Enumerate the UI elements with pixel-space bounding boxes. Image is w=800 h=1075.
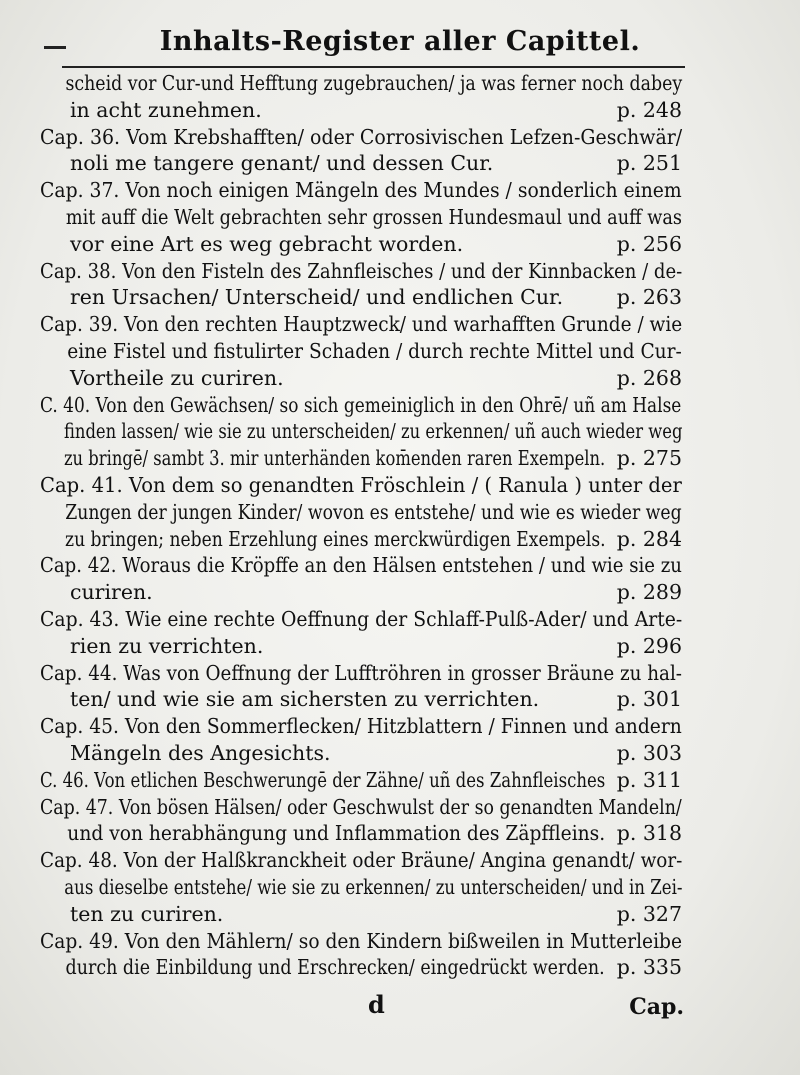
catchword: Cap. [629, 994, 684, 1020]
toc-line-text: Cap. 44. Was von Oeffnung der Lufftröhren in grosser Bräune zu hal- [40, 660, 682, 685]
toc-entry [40, 794, 682, 848]
toc-line [40, 97, 682, 124]
toc-line [40, 874, 682, 901]
toc-line [40, 177, 682, 204]
toc-line-text: vor eine Art es weg gebracht worden. [70, 231, 464, 256]
toc-entry [40, 767, 682, 794]
toc-line [40, 606, 682, 633]
toc-line-text: aus dieselbe entstehe/ wie sie zu erkennen/ zu unterscheiden/ und in Zei- [64, 874, 683, 899]
toc-line [40, 445, 682, 472]
toc-line-text: C. 46. Von etlichen Beschwerungē der Zähne/ uñ des Zahnfleisches [40, 767, 606, 792]
toc-line [40, 70, 682, 97]
toc-line-text: Cap. 39. Von den rechten Hauptzweck/ und warhafften Grunde / wie [40, 312, 683, 337]
toc-page-number: p. 256 [616, 231, 682, 256]
toc-line-text: curiren. [70, 580, 153, 605]
toc-line [40, 231, 682, 258]
toc-line-text: rien zu verrichten. [70, 633, 264, 658]
toc-line [40, 526, 682, 553]
toc-entry [40, 392, 682, 472]
toc-line [40, 150, 682, 177]
toc-line [40, 499, 682, 526]
toc-page-number: p. 335 [616, 955, 682, 980]
toc-line [40, 928, 682, 955]
toc-line-text: Cap. 45. Von den Sommerflecken/ Hitzblattern / Finnen und andern [40, 714, 682, 739]
toc-line-text: durch die Einbildung und Erschrecken/ eingedrückt werden. [65, 955, 605, 980]
toc-page-number: p. 301 [616, 687, 682, 712]
toc-page-number: p. 275 [616, 446, 682, 471]
toc-page-number: p. 303 [616, 740, 682, 765]
toc-line-text: zu bringē/ sambt 3. mir unterhänden kom̄enden raren Exempeln. [63, 446, 606, 471]
toc-line-text: ren Ursachen/ Unterscheid/ und endlichen Cur. [70, 285, 564, 310]
toc-page-number: p. 327 [616, 901, 682, 926]
toc-line [40, 954, 682, 981]
toc-entry [40, 552, 682, 606]
toc-line-text: mit auff die Welt gebrachten sehr grossen Hundesmaul und auff was [65, 204, 682, 229]
toc-line [40, 847, 682, 874]
toc-line-text: Cap. 42. Woraus die Kröpffe an den Hälsen entstehen / und wie sie zu [40, 553, 682, 578]
toc-line-text: Cap. 49. Von den Mählern/ so den Kindern bißweilen in Mutterleibe [40, 928, 682, 953]
toc-line [40, 204, 682, 231]
toc-line-text: zu bringen; neben Erzehlung eines merckwürdigen Exempels. [65, 526, 606, 551]
page-header: Inhalts-Register aller Capittel. [159, 26, 641, 57]
toc-line-text: und von herabhängung und Inflammation des Zäpffleins. [67, 821, 606, 846]
toc-entry [40, 311, 682, 391]
toc-line-text: Cap. 36. Vom Krebshafften/ oder Corrosivischen Lefzen-Geschwär/ [40, 124, 683, 149]
toc-line [40, 820, 682, 847]
toc-line [40, 794, 682, 821]
toc-line [40, 740, 682, 767]
toc-entry [40, 258, 682, 312]
toc-page-number: p. 248 [616, 97, 682, 122]
toc-line-text: Cap. 38. Von den Fisteln des Zahnfleisches / und der Kinnbacken / de- [40, 258, 683, 283]
toc-page-number: p. 318 [616, 821, 682, 846]
toc-entry [40, 124, 682, 178]
toc-page-number: p. 289 [616, 580, 682, 605]
toc-entry [40, 472, 682, 552]
toc-line-text: eine Fistel und fistulirter Schaden / durch rechte Mittel und Cur- [67, 338, 682, 363]
toc-entry [40, 660, 682, 714]
toc-page-number: p. 251 [616, 151, 682, 176]
toc-entry [40, 70, 682, 124]
toc-line-text: C. 40. Von den Gewächsen/ so sich gemeiniglich in den Ohrē/ uñ am Halse [40, 392, 682, 417]
toc-entry [40, 713, 682, 767]
toc-line [40, 767, 682, 794]
toc-line-text: ten/ und wie sie am sichersten zu verrichten. [70, 687, 540, 712]
toc-line-text: noli me tangere genant/ und dessen Cur. [70, 151, 494, 176]
toc-entry [40, 847, 682, 927]
toc-line-text: Cap. 47. Von bösen Hälsen/ oder Geschwulst der so genandten Mandeln/ [40, 794, 682, 819]
header-rule [62, 66, 685, 68]
toc-line-text: finden lassen/ wie sie zu unterscheiden/ zu erkennen/ uñ auch wieder weg [63, 419, 683, 444]
toc-line [40, 633, 682, 660]
toc-page-number: p. 284 [616, 526, 682, 551]
table-of-contents [40, 70, 682, 981]
toc-page-number: p. 268 [616, 365, 682, 390]
toc-line-text: Cap. 48. Von der Halßkranckheit oder Bräune/ Angina genandt/ wor- [40, 848, 683, 873]
toc-line-text: ten zu curiren. [70, 901, 224, 926]
toc-line [40, 418, 682, 445]
toc-line [40, 258, 682, 285]
toc-line [40, 284, 682, 311]
toc-line [40, 901, 682, 928]
toc-line-text: Cap. 41. Von dem so genandten Fröschlein / ( Ranula ) unter der [40, 472, 682, 497]
toc-page-number: p. 296 [616, 633, 682, 658]
toc-line-text: in acht zunehmen. [70, 97, 262, 122]
toc-line [40, 365, 682, 392]
toc-line [40, 124, 682, 151]
toc-entry [40, 177, 682, 257]
signature-mark: d [368, 990, 385, 1019]
toc-line [40, 686, 682, 713]
toc-line [40, 338, 682, 365]
toc-entry [40, 606, 682, 660]
toc-line [40, 392, 682, 419]
toc-line [40, 579, 682, 606]
toc-line-text: Vortheile zu curiren. [70, 365, 284, 390]
toc-entry [40, 928, 682, 982]
toc-line [40, 660, 682, 687]
toc-line [40, 552, 682, 579]
toc-line [40, 713, 682, 740]
toc-line-text: Cap. 43. Wie eine rechte Oeffnung der Schlaff-Pulß-Ader/ und Arte- [40, 606, 683, 631]
toc-line [40, 311, 682, 338]
toc-line [40, 472, 682, 499]
toc-page-number: p. 263 [616, 285, 682, 310]
toc-line-text: Mängeln des Angesichts. [70, 740, 331, 765]
toc-line-text: scheid vor Cur-und Hefftung zugebrauchen/ ja was ferner noch dabey [65, 71, 683, 95]
toc-page-number: p. 311 [616, 767, 682, 792]
toc-line-text: Cap. 37. Von noch einigen Mängeln des Mundes / sonderlich einem [40, 178, 682, 203]
toc-line-text: Zungen der jungen Kinder/ wovon es entstehe/ und wie es wieder weg [65, 499, 682, 524]
